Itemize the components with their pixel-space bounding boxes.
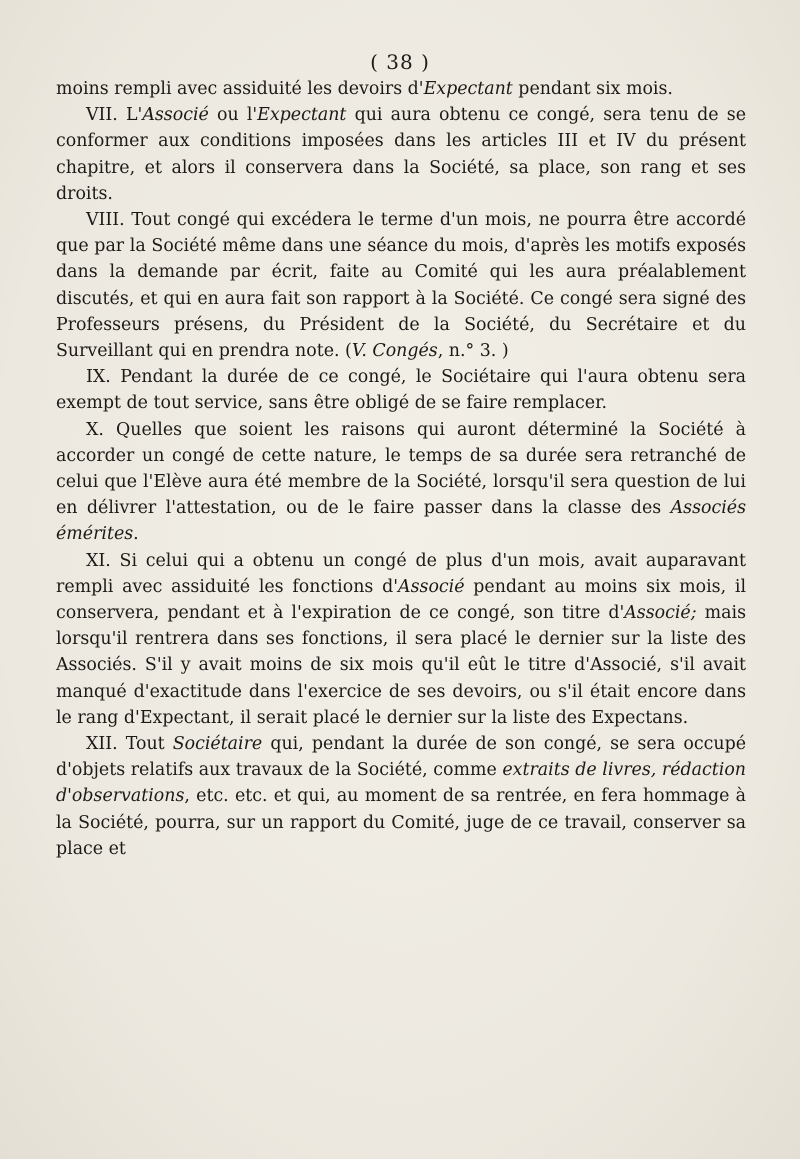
page-number: ( 38 ) xyxy=(370,50,430,74)
text-segment: IX. Pendant la durée de ce congé, le Sociétaire qui l'aura obtenu sera exempt de tout service, sans être obligé de se faire remplacer. xyxy=(56,367,746,414)
article-x xyxy=(56,417,746,548)
text-segment: XI. Si celui qui a obtenu un congé de plus d'un mois, avait auparavant rempli avec assiduité les fonctions d' xyxy=(56,550,746,597)
italic-term: Associé xyxy=(142,105,209,126)
text-segment: pendant six mois. xyxy=(512,79,673,99)
italic-term: Expectant xyxy=(423,79,513,99)
italic-term: Associé; xyxy=(624,603,697,624)
article-ix xyxy=(56,364,746,416)
text-segment: . xyxy=(133,524,139,545)
text-segment: pendant au moins six mois, il conservera, pendant et à l'expiration de ce congé, son titre d' xyxy=(56,576,747,624)
italic-term: extraits de livres, rédaction d'observations xyxy=(56,760,746,807)
article-xi xyxy=(56,548,746,731)
text-segment: moins rempli avec assiduité les devoirs d' xyxy=(56,79,424,99)
paragraph-continuation xyxy=(56,76,746,102)
italic-term: V. Congés xyxy=(351,341,438,362)
body-text xyxy=(56,76,746,862)
text-segment: , etc. etc. et qui, au moment de sa rentrée, en fera hommage à la Société, pourra, sur un rapport du Comité, juge de ce travail, conserver sa place et xyxy=(56,786,746,859)
text-segment: , n.° 3. ) xyxy=(437,341,509,362)
text-segment: VII. L' xyxy=(86,105,143,126)
article-xii xyxy=(56,731,746,862)
italic-term: Associé xyxy=(398,576,465,597)
text-segment: qui, pendant la durée de son congé, se sera occupé d'objets relatifs aux travaux de la Société, comme xyxy=(56,734,746,781)
text-segment: ou l' xyxy=(208,105,258,126)
text-segment: XII. Tout xyxy=(86,734,173,755)
text-segment: mais lorsqu'il rentrera dans ses fonctions, il sera placé le dernier sur la liste des Associés. S'il y avait moins de six mois qu'il eût le titre d'Associé, s'il avait manqué d'exactitude dans l'exercice de ses devoirs, ou s'il était encore dans le rang d'Expectant, il serait placé le dernier sur la liste des Expectans. xyxy=(56,603,746,728)
article-vii xyxy=(56,102,746,207)
article-viii xyxy=(56,207,746,364)
text-segment: VIII. Tout congé qui excédera le terme d'un mois, ne pourra être accordé que par la Société même dans une séance du mois, d'après les motifs exposés dans la demande par écrit, faite au Comité qui les aura préalablement discutés, et qui en aura fait son rapport à la Société. Ce congé sera signé des Professeurs présens, du Président de la Société, du Secrétaire et du Surveillant qui en prendra note. ( xyxy=(56,210,746,362)
text-segment: X. Quelles que soient les raisons qui auront déterminé la Société à accorder un congé de cette nature, le temps de sa durée sera retranché de celui que l'Elève aura été membre de la Société, lorsqu'il sera question de lui en délivrer l'attestation, ou de le faire passer dans la classe des xyxy=(56,419,746,519)
text-segment: qui aura obtenu ce congé, sera tenu de se conformer aux conditions imposées dans les articles III et IV du présent chapitre, et alors il conservera dans la Société, sa place, son rang et ses droits. xyxy=(56,105,746,204)
italic-term: Associés émérites xyxy=(56,498,746,545)
italic-term: Expectant xyxy=(257,105,347,126)
italic-term: Sociétaire xyxy=(172,734,263,755)
